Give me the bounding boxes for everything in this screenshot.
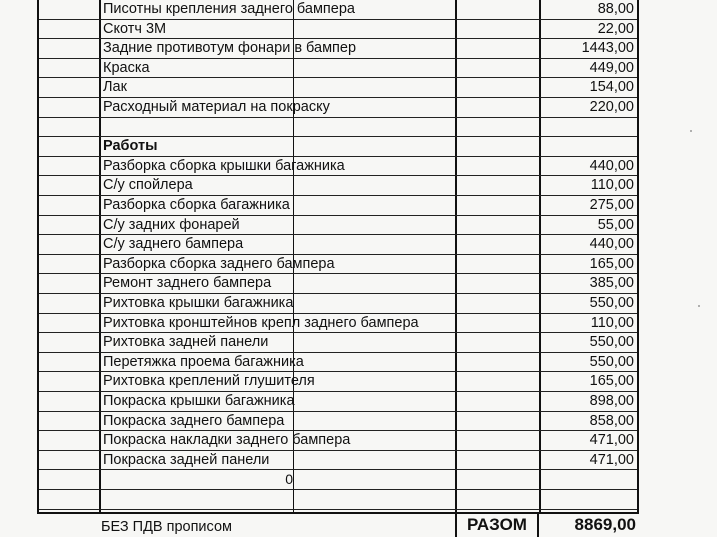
item-name: Покраска крышки багажника [103, 393, 295, 409]
item-name: Рихтовка задней панели [103, 334, 269, 351]
table-row [39, 20, 637, 40]
item-name: Писотны крепления заднего бампера [103, 1, 355, 17]
table-row [39, 118, 637, 138]
item-name: Покраска заднего бампера [103, 412, 285, 429]
table-row [39, 59, 637, 79]
table-row [39, 294, 637, 314]
total-label: РАЗОМ [455, 514, 539, 537]
table-row [39, 274, 637, 294]
item-price: 471,00 [589, 432, 634, 449]
item-price: 275,00 [589, 197, 634, 213]
item-name: Рихтовка кронштейнов крепл заднего бампера [103, 314, 419, 331]
item-price: 22,00 [597, 20, 634, 37]
table-row [39, 333, 637, 353]
item-price: 440,00 [589, 236, 634, 253]
table-row [39, 196, 637, 216]
section-heading: Работы [103, 138, 158, 155]
item-price: 220,00 [589, 99, 634, 115]
table-row [39, 0, 637, 20]
scan-speck [698, 305, 700, 307]
item-price: 550,00 [589, 295, 634, 311]
item-price: 858,00 [589, 412, 634, 429]
table-row [39, 78, 637, 98]
item-price: 449,00 [589, 59, 634, 76]
item-name: Разборка сборка крышки багажника [103, 157, 345, 174]
item-price: 88,00 [597, 1, 634, 17]
item-name: Покраска накладки заднего бампера [103, 432, 351, 449]
invoice-table [37, 0, 639, 514]
item-price: 154,00 [589, 79, 634, 96]
item-price: 110,00 [590, 177, 634, 194]
item-name: Перетяжка проема багажника [103, 353, 304, 370]
item-price: 1443,00 [581, 40, 634, 57]
item-name: Покраска задней панели [103, 451, 270, 468]
table-row [39, 451, 637, 471]
item-name: С/у заднего бампера [103, 236, 244, 253]
table-row [39, 490, 637, 510]
item-price: 471,00 [589, 451, 634, 468]
item-name: Разборка сборка заднего бампера [103, 255, 335, 272]
table-row [39, 255, 637, 275]
item-name: Задние противотум фонари в бампер [103, 40, 357, 57]
item-name: Лак [103, 79, 127, 96]
table-row [39, 98, 637, 118]
item-name: Краска [103, 59, 150, 76]
table-row [39, 176, 637, 196]
item-name: Ремонт заднего бампера [103, 275, 272, 292]
item-price: 165,00 [589, 373, 634, 390]
scan-speck [690, 130, 692, 132]
item-price: 898,00 [589, 393, 634, 409]
total-amount: 8869,00 [574, 515, 636, 534]
table-row [39, 157, 637, 177]
item-price: 385,00 [589, 275, 634, 292]
table-row [39, 372, 637, 392]
item-name: Скотч 3М [103, 20, 167, 37]
item-price: 550,00 [589, 334, 634, 351]
item-name: Рихтовка крышки багажника [103, 295, 294, 311]
table-row [39, 314, 637, 334]
table-row [39, 39, 637, 59]
item-name: С/у спойлера [103, 177, 193, 194]
table-row [39, 353, 637, 373]
invoice-footer [37, 514, 639, 537]
table-row [39, 235, 637, 255]
item-price: 165,00 [589, 255, 634, 272]
item-price: 110,00 [590, 314, 634, 331]
item-price: 550,00 [589, 353, 634, 370]
table-row [39, 431, 637, 451]
item-name: Рихтовка креплений глушителя [103, 373, 315, 390]
item-price: 440,00 [589, 157, 634, 174]
table-row [39, 392, 637, 412]
item-qty: 0 [285, 471, 293, 488]
table-row [39, 216, 637, 236]
item-name: Расходный материал на покраску [103, 99, 330, 115]
item-name: С/у задних фонарей [103, 216, 240, 233]
amount-in-words-label: БЕЗ ПДВ прописом [101, 519, 232, 535]
item-price: 55,00 [597, 216, 634, 233]
item-name: Разборка сборка багажника [103, 197, 290, 213]
table-row [39, 137, 637, 157]
table-row [39, 470, 637, 490]
table-row [39, 412, 637, 432]
